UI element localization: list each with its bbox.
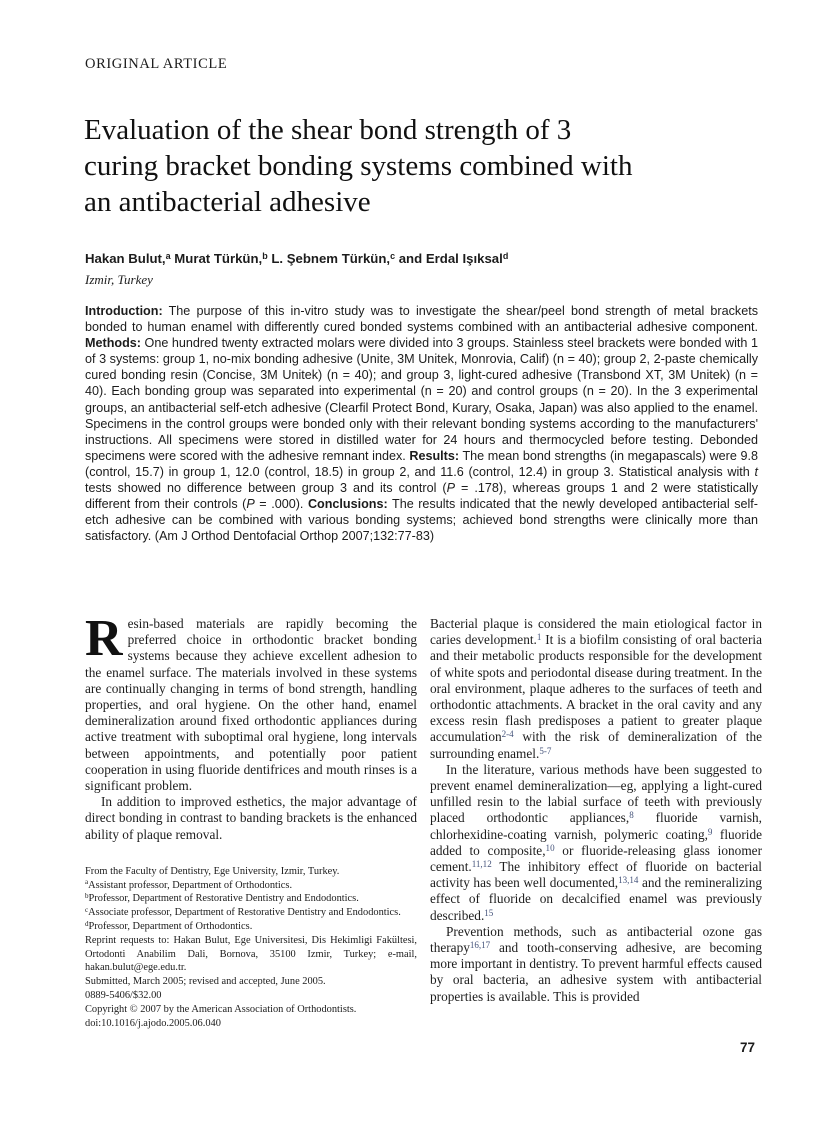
footnote-line: $^c$Associate professor, Department of Restorative Dentistry and Endodontics.	[85, 906, 401, 919]
body-paragraph: Prevention methods, such as antibacterial ozone gas therapy$^{16,17}$ and tooth-conserving adhesive, are becoming more important in dentistry. To prevent harmful effects caused by oral bacteria, an adhesive system with antibacterial properties is available. This is provided	[430, 923, 762, 1004]
footnote-line: $^a$Assistant professor, Department of Orthodontics.	[85, 878, 293, 891]
body-paragraph: Bacterial plaque is considered the main etiological factor in caries development.$^1$ It is a biofilm consisting of oral bacteria and their metabolic products responsible for the development of white spots and periodontal disease during treatment. In the oral environment, plaque adheres to the surfaces of teeth and orthodontic attachments. A bracket in the oral cavity and any excess resin flash predisposes a patient to greater plaque accumulation$^{2-4}$ with the risk of demineralization of the surrounding enamel.$^{5-7}$	[430, 616, 762, 761]
footnote-line: 0889-5406/$32.00	[85, 990, 162, 1002]
footnote-line: Submitted, March 2005; revised and accepted, June 2005.	[85, 976, 326, 988]
body-columns	[85, 610, 763, 1030]
abstract: Introduction: The purpose of this in-vitro study was to investigate the shear/peel bond strength of metal brackets bonded to human enamel with differently cured bonded systems combined with an antibacterial adhesive component. Methods: One hundred twenty extracted molars were divided into 3 groups. Stainless steel brackets were bonded with 1 of 3 systems: group 1, no-mix bonding adhesive (Unite, 3M Unitek, Monrovia, Calif) (n = 40); group 2, 2-paste chemically cured bonding resin (Concise, 3M Unitek) (n = 40); and group 3, light-cured adhesive (Transbond XT, 3M Unitek) (n = 40). Each bonding group was separated into experimental (n = 20) and control groups (n = 20). In the 3 experimental groups, an antibacterial self-etch adhesive (Clearfil Protect Bond, Kurary, Osaka, Japan) was also applied to the enamel. Specimens in the control groups were bonded only with their relevant bonding systems according to the manufacturers' instructions. All specimens were stored in distilled water for 24 hours and thermocycled before testing. Debonded specimens were scored with the adhesive remnant index. Results: The mean bond strengths (in megapascals) were 9.8 (control, 15.7) in group 1, 12.0 (control, 18.5) in group 2, and 11.6 (control, 12.4) in group 3. Statistical analysis with t tests showed no difference between group 3 and its control (P = .178), whereas groups 1 and 2 were statistically different from their controls (P = .000). Conclusions: The results indicated that the newly developed antibacterial self-etch adhesive can be combined with various bonding systems; achieved bond strengths were clinically more than satisfactory. (Am J Orthod Dentofacial Orthop 2007;132:77-83)	[85, 304, 759, 544]
affiliation: Izmir, Turkey	[85, 272, 153, 287]
right-column	[430, 616, 762, 1030]
drop-cap: R	[85, 610, 123, 667]
footnote-line: Copyright © 2007 by the American Association of Orthodontists.	[85, 1003, 357, 1015]
author-line: Hakan Bulut,$^a$ Murat Türkün,$^b$ L. Şebnem Türkün,$^c$ and Erdal Işıksal$^d$	[85, 250, 509, 266]
article-title-line: curing bracket bonding systems combined with	[84, 150, 633, 182]
article-title	[84, 112, 744, 220]
footnote-line: $^b$Professor, Department of Restorative Dentistry and Endodontics.	[85, 892, 359, 905]
footnote-line: From the Faculty of Dentistry, Ege University, Izmir, Turkey.	[85, 865, 340, 877]
body-paragraph: In addition to improved esthetics, the major advantage of direct bonding in contrast to banding brackets is the enhanced ability of plaque removal.	[85, 794, 417, 842]
footnote-line: doi:10.1016/j.ajodo.2005.06.040	[85, 1017, 221, 1029]
article-type-label: ORIGINAL ARTICLE	[85, 56, 228, 72]
body-paragraph: In the literature, various methods have been suggested to prevent enamel demineralization—eg, applying a light-cured unfilled resin to the labial surface of teeth with previously placed orthodontic appliances,$^8$ fluoride varnish, chlorhexidine-coating varnish, polymeric coating,$^9$ fluoride added to composite,$^{10}$ or fluoride-releasing glass ionomer cement.$^{11,12}$ The inhibitory effect of fluoride on bacterial activity has been well documented,$^{13,14}$ and the remineralizing effect of fluoride on decalcified enamel was previously described.$^{15}$	[430, 761, 763, 923]
paragraph-text: esin-based materials are rapidly becoming the preferred choice in orthodontic bracket bonding systems because they achieve excellent adhesion to the enamel surface. The materials involved in these systems are continually changing in terms of bond strength, handling properties, and oral hygiene. On the other hand, enamel demineralization around fixed orthodontic appliances during active treatment with suboptimal oral hygiene, long intervals between appointments, and potentially poor patient cooperation in using fluoride dentifrices and mouth rinses is a significant problem.	[85, 616, 417, 794]
footnotes	[85, 865, 417, 1031]
page-number: 77	[740, 1040, 756, 1055]
left-column	[85, 610, 417, 1030]
footnote-line: Reprint requests to: Hakan Bulut, Ege Universitesi, Dis Hekimligi Fakültesi, Ortodonti Anabilim Dali, Bornova, 35100 Izmir, Turkey; e-mail, hakan.bulut@ege.edu.tr.	[85, 934, 417, 974]
footnote-line: $^d$Professor, Department of Orthodontics.	[85, 919, 253, 933]
article-title-line: Evaluation of the shear bond strength of 3	[84, 114, 572, 146]
article-title-line: an antibacterial adhesive	[84, 186, 371, 218]
body-paragraph	[85, 610, 417, 794]
